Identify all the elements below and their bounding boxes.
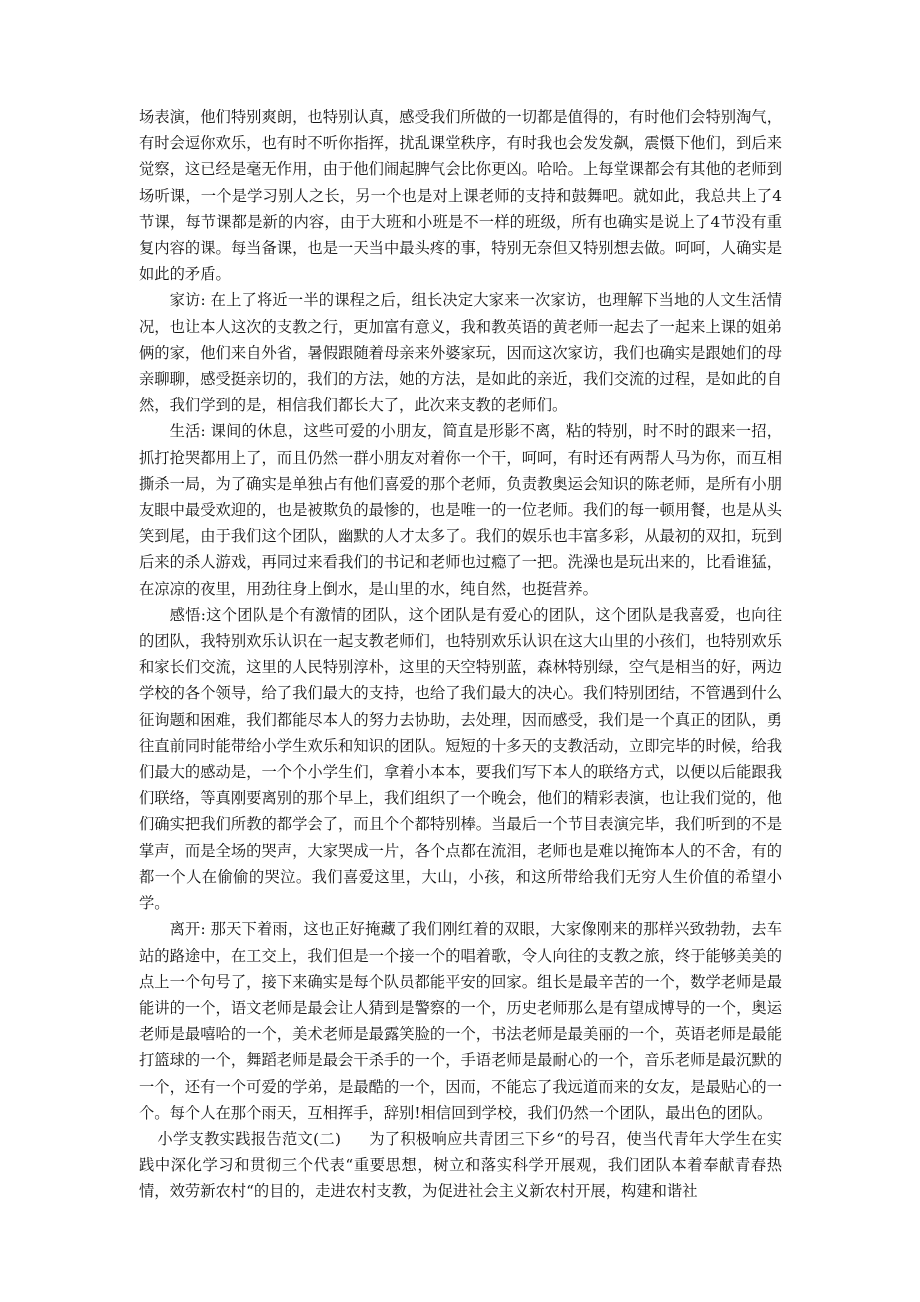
- section-reflection: [139, 602, 782, 916]
- section-home-visit: [139, 287, 782, 418]
- section-text: 在上了将近一半的课程之后，组长决定大家来一次家访，也理解下当地的人文生活情况，也让本人这次的支教之行，更加富有意义，我和教英语的黄老师一起去了一起来上课的姐弟俩的家，他们来自外省，暑假跟随着母亲来外婆家玩，因而这次家访，我们也确实是跟她们的母亲聊聊，感受挺亲切的，我们的方法，她的方法，是如此的亲近，我们交流的过程，是如此的自然，我们学到的是，相信我们都长大了，此次来支教的老师们。: [139, 291, 782, 415]
- next-article-paragraph: [139, 1126, 782, 1205]
- section-label: 生活:: [169, 422, 206, 441]
- section-label: 家访:: [169, 291, 206, 310]
- next-article-title: 小学支教实践报告范文(二): [157, 1129, 341, 1148]
- section-departure: [139, 916, 782, 1126]
- section-text: 这个团队是个有激情的团队，这个团队是有爱心的团队，这个团队是我喜爱，也向往的团队，我特别欢乐认识在一起支教老师们，也特别欢乐认识在这大山里的小孩们，也特别欢乐和家长们交流，这里的人民特别淳朴，这里的天空特别蓝，森林特别绿，空气是相当的好，两边学校的各个领导，给了我们最大的支持，也给了我们最大的决心。我们特别团结，不管遇到什么征询题和困难，我们都能尽本人的努力去协助，去处理，因而感受，我们是一个真正的团队，勇往直前同时能带给小学生欢乐和知识的团队。短短的十多天的支教活动，立即完毕的时候，给我们最大的感动是，一个个小学生们，拿着小本本，要我们写下本人的联络方式，以便以后能跟我们联络，等真刚要离别的那个早上，我们组织了一个晚会，他们的精彩表演，也让我们觉的，他们确实把我们所教的都学会了，而且个个都特别棒。当最后一个节目表演完毕，我们听到的不是掌声，而是全场的哭声，大家哭成一片，各个点都在流泪，老师也是难以掩饰本人的不舍，有的都一个人在偷偷的哭泣。我们喜爱这里，大山，小孩，和这所带给我们无穷人生价值的希望小学。: [139, 605, 782, 913]
- next-article-text: 为了积极响应共青团三下乡“的号召，使当代青年大学生在实践中深化学习和贯彻三个代表“重要思想，树立和落实科学开展观，我们团队本着奉献青春热情，效劳新农村“的目的，走进农村支教，为促进社会主义新农村开展，构建和谐社: [139, 1129, 783, 1201]
- document-body: [139, 104, 782, 1205]
- section-text: 课间的休息，这些可爱的小朋友，简直是形影不离，粘的特别，时不时的跟来一招，抓打抢哭都用上了，而且仍然一群小朋友对着你一个干，呵呵，有时还有两帮人马为你，而互相撕杀一局，为了确实是单独占有他们喜爱的那个老师，负责教奥运会知识的陈老师，是所有小朋友眼中最受欢迎的，也是被欺负的最惨的，也是唯一的一位老师。我们的每一顿用餐，也是从头笑到尾，由于我们这个团队，幽默的人才太多了。我们的娱乐也丰富多彩，从最初的双扣，玩到后来的杀人游戏，再同过来看我们的书记和老师也过瘾了一把。洗澡也是玩出来的，比看谁猛，在凉凉的夜里，用劲往身上倒水，是山里的水，纯自然，也挺营养。: [139, 422, 782, 598]
- section-label: 离开:: [169, 920, 206, 939]
- section-label: 感悟:: [169, 605, 206, 624]
- intro-paragraph: 场表演，他们特别爽朗，也特别认真，感受我们所做的一切都是值得的，有时他们会特别淘气，有时会逗你欢乐，也有时不听你指挥，扰乱课堂秩序，有时我也会发发飙，震慑下他们，到后来觉察，这已经是毫无作用，由于他们闹起脾气会比你更凶。哈哈。上每堂课都会有其他的老师到场听课，一个是学习别人之长，另一个也是对上课老师的支持和鼓舞吧。就如此，我总共上了4节课，每节课都是新的内容，由于大班和小班是不一样的班级，所有也确实是说上了4节没有重复内容的课。每当备课，也是一天当中最头疼的事，特别无奈但又特别想去做。呵呵，人确实是如此的矛盾。: [139, 108, 782, 284]
- section-life: [139, 418, 782, 601]
- section-text: 那天下着雨，这也正好掩藏了我们刚红着的双眼，大家像刚来的那样兴致勃勃，去车站的路途中，在工交上，我们但是一个接一个的唱着歌，令人向往的支教之旅，终于能够美美的点上一个句号了，接下来确实是每个队员都能平安的回家。组长是最辛苦的一个，数学老师是最能讲的一个，语文老师是最会让人猜到是警察的一个，历史老师那么是有望成博导的一个，奥运老师是最嘻哈的一个，美术老师是最露笑脸的一个，书法老师是最美丽的一个，英语老师是最能打篮球的一个，舞蹈老师是最会干杀手的一个，手语老师是最耐心的一个，音乐老师是最沉默的一个，还有一个可爱的学弟，是最酷的一个，因而，不能忘了我远道而来的女友，是最贴心的一个。每个人在那个雨天，互相挥手，辞别!相信回到学校，我们仍然一个团队，最出色的团队。: [139, 920, 782, 1122]
